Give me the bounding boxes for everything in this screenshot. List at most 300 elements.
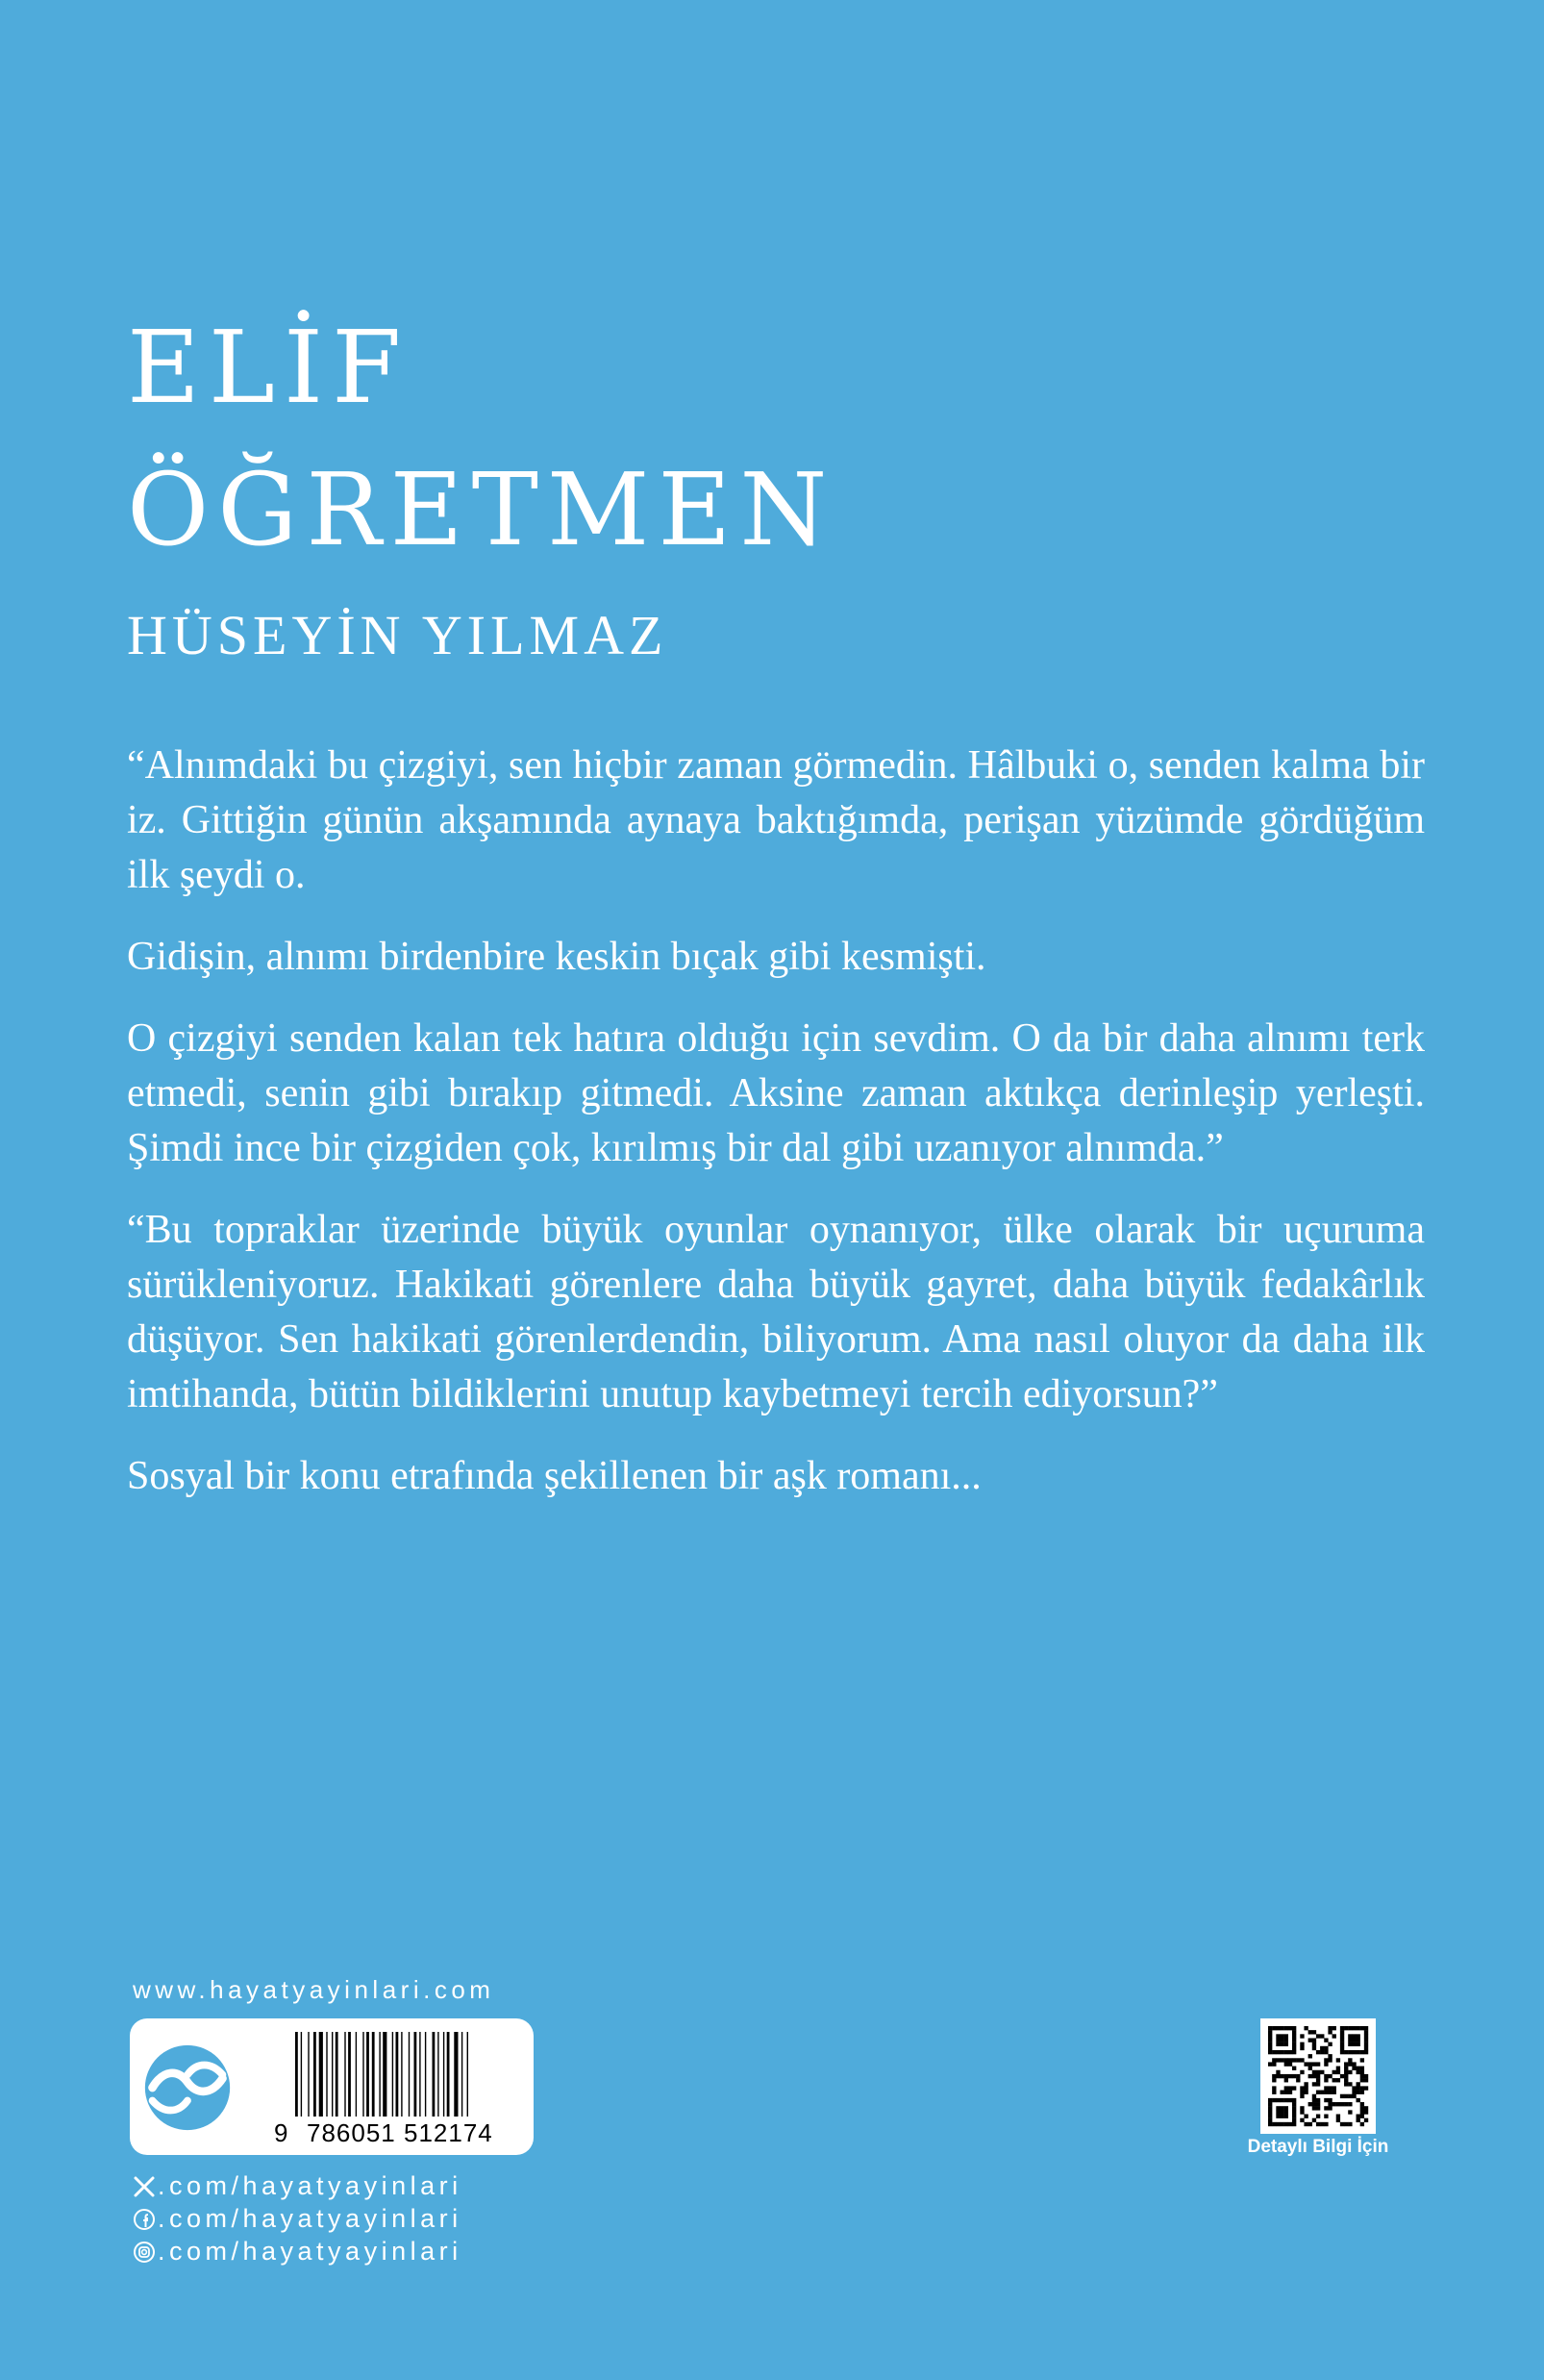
- qr-module: [1292, 2034, 1296, 2038]
- qr-module: [1320, 2046, 1324, 2050]
- qr-module: [1336, 2118, 1340, 2122]
- qr-module: [1268, 2102, 1272, 2106]
- qr-module: [1312, 2062, 1316, 2066]
- qr-module: [1357, 2118, 1360, 2122]
- qr-module: [1304, 2091, 1307, 2094]
- qr-module: [1357, 2026, 1360, 2030]
- qr-module: [1284, 2026, 1288, 2030]
- qr-module: [1336, 2115, 1340, 2118]
- social-link-instagram[interactable]: [133, 2237, 462, 2267]
- qr-module: [1292, 2098, 1296, 2102]
- qr-module: [1268, 2122, 1272, 2126]
- qr-module: [1268, 2118, 1272, 2122]
- qr-module: [1352, 2034, 1356, 2038]
- qr-module: [1288, 2098, 1292, 2102]
- qr-module: [1360, 2070, 1364, 2074]
- qr-module: [1332, 2091, 1336, 2094]
- qr-module: [1320, 2091, 1324, 2094]
- qr-module: [1312, 2074, 1316, 2078]
- barcode-bar: [301, 2032, 302, 2117]
- qr-module: [1352, 2094, 1356, 2098]
- publisher-website[interactable]: www.hayatyayinlari.com: [133, 1975, 495, 2004]
- qr-module: [1340, 2034, 1344, 2038]
- qr-module: [1284, 2098, 1288, 2102]
- qr-module: [1320, 2122, 1324, 2126]
- qr-module: [1288, 2026, 1292, 2030]
- barcode-bar: [454, 2032, 458, 2117]
- qr-module: [1296, 2058, 1300, 2062]
- qr-module: [1300, 2110, 1304, 2114]
- qr-module: [1340, 2038, 1344, 2042]
- barcode-bar: [461, 2032, 462, 2117]
- qr-module: [1320, 2070, 1324, 2074]
- qr-module: [1268, 2026, 1272, 2030]
- qr-module: [1288, 2062, 1292, 2066]
- qr-module: [1284, 2106, 1288, 2110]
- qr-module: [1272, 2050, 1276, 2054]
- qr-module: [1276, 2106, 1280, 2110]
- qr-module: [1352, 2038, 1356, 2042]
- qr-module: [1328, 2054, 1332, 2058]
- qr-module: [1292, 2050, 1296, 2054]
- qr-module: [1280, 2058, 1283, 2062]
- qr-module: [1292, 2086, 1296, 2090]
- qr-module: [1292, 2115, 1296, 2118]
- qr-module: [1364, 2034, 1368, 2038]
- qr-module: [1316, 2122, 1320, 2126]
- qr-module: [1340, 2042, 1344, 2046]
- qr-module: [1324, 2038, 1328, 2042]
- qr-module: [1292, 2122, 1296, 2126]
- qr-module: [1312, 2098, 1316, 2102]
- qr-module: [1320, 2034, 1324, 2038]
- qr-module: [1357, 2067, 1360, 2070]
- qr-module: [1300, 2094, 1304, 2098]
- qr-module: [1328, 2058, 1332, 2062]
- qr-module: [1276, 2070, 1280, 2074]
- qr-module: [1320, 2050, 1324, 2054]
- qr-module: [1348, 2042, 1352, 2046]
- author-name: HÜSEYİN YILMAZ: [127, 604, 668, 666]
- barcode-bar: [414, 2032, 417, 2117]
- qr-module: [1284, 2058, 1288, 2062]
- qr-module: [1324, 2078, 1328, 2082]
- qr-module: [1348, 2070, 1352, 2074]
- qr-module: [1296, 2074, 1300, 2078]
- qr-module: [1284, 2074, 1288, 2078]
- qr-module: [1284, 2091, 1288, 2094]
- qr-module: [1360, 2122, 1364, 2126]
- qr-module: [1357, 2098, 1360, 2102]
- qr-module: [1324, 2106, 1328, 2110]
- qr-module: [1308, 2038, 1312, 2042]
- qr-module: [1316, 2082, 1320, 2086]
- qr-module: [1268, 2042, 1272, 2046]
- qr-module: [1284, 2038, 1288, 2042]
- qr-module: [1268, 2030, 1272, 2034]
- qr-module: [1292, 2042, 1296, 2046]
- qr-module: [1348, 2062, 1352, 2066]
- qr-module: [1357, 2082, 1360, 2086]
- barcode-bar: [379, 2032, 380, 2117]
- barcode-bar: [313, 2032, 316, 2117]
- qr-module: [1328, 2026, 1332, 2030]
- qr-module: [1280, 2042, 1283, 2046]
- qr-module: [1328, 2030, 1332, 2034]
- facebook-icon: [133, 2208, 156, 2231]
- social-link-x[interactable]: [133, 2171, 462, 2201]
- qr-module: [1357, 2086, 1360, 2090]
- qr-module: [1280, 2110, 1283, 2114]
- qr-module: [1268, 2106, 1272, 2110]
- qr-module: [1360, 2086, 1364, 2090]
- social-link-facebook[interactable]: [133, 2204, 462, 2234]
- qr-module: [1348, 2082, 1352, 2086]
- qr-module: [1328, 2086, 1332, 2090]
- qr-module: [1308, 2074, 1312, 2078]
- qr-module: [1276, 2050, 1280, 2054]
- qr-module: [1284, 2115, 1288, 2118]
- qr-module: [1284, 2042, 1288, 2046]
- qr-module: [1276, 2115, 1280, 2118]
- barcode-bar: [336, 2032, 338, 2117]
- qr-module: [1276, 2074, 1280, 2078]
- barcode-bar: [392, 2032, 393, 2117]
- qr-module: [1280, 2106, 1283, 2110]
- qr-module: [1292, 2046, 1296, 2050]
- qr-module: [1364, 2118, 1368, 2122]
- qr-module: [1272, 2122, 1276, 2126]
- qr-module: [1296, 2078, 1300, 2082]
- qr-module: [1300, 2091, 1304, 2094]
- qr-module: [1336, 2078, 1340, 2082]
- qr-module: [1348, 2026, 1352, 2030]
- qr-module: [1292, 2118, 1296, 2122]
- qr-module: [1308, 2122, 1312, 2126]
- social-link-text: .com/hayatyayinlari: [158, 2171, 462, 2200]
- qr-module: [1280, 2026, 1283, 2030]
- qr-module: [1288, 2091, 1292, 2094]
- qr-module: [1304, 2122, 1307, 2126]
- book-title-line-2: ÖĞRETMEN: [127, 451, 836, 568]
- qr-module: [1312, 2046, 1316, 2050]
- barcode-bar: [401, 2032, 402, 2117]
- qr-module: [1280, 2074, 1283, 2078]
- qr-module: [1300, 2118, 1304, 2122]
- qr-module: [1292, 2026, 1296, 2030]
- blurb-paragraph: “Bu topraklar üzerinde büyük oyunlar oynanıyor, ülke olarak bir uçuruma sürükleniyoruz. Hakikati görenlere daha büyük gayret, daha büyük fedakârlık düşüyor. Sen hakikati görenlerdendin, biliyorum. Ama nasıl oluyor da daha ilk imtihanda, bütün bildiklerini unutup kaybetmeyi tercih ediyorsun?”: [127, 1208, 1425, 1416]
- qr-module: [1276, 2034, 1280, 2038]
- qr-module: [1284, 2034, 1288, 2038]
- qr-module: [1272, 2058, 1276, 2062]
- qr-module: [1336, 2058, 1340, 2062]
- qr-module: [1340, 2026, 1344, 2030]
- qr-module: [1316, 2034, 1320, 2038]
- qr-module: [1340, 2094, 1344, 2098]
- qr-module: [1312, 2042, 1316, 2046]
- qr-module: [1348, 2034, 1352, 2038]
- qr-module: [1328, 2106, 1332, 2110]
- qr-module: [1312, 2038, 1316, 2042]
- qr-module: [1280, 2091, 1283, 2094]
- qr-module: [1360, 2050, 1364, 2054]
- barcode-bar: [396, 2032, 399, 2117]
- qr-module: [1272, 2026, 1276, 2030]
- qr-module: [1276, 2026, 1280, 2030]
- qr-module: [1324, 2115, 1328, 2118]
- barcode-bar: [366, 2032, 369, 2117]
- isbn-barcode: [293, 2032, 520, 2117]
- qr-module: [1312, 2082, 1316, 2086]
- qr-module: [1268, 2034, 1272, 2038]
- qr-module: [1268, 2046, 1272, 2050]
- qr-module: [1357, 2070, 1360, 2074]
- qr-module: [1348, 2102, 1352, 2106]
- barcode-bar: [319, 2032, 323, 2117]
- qr-module: [1288, 2086, 1292, 2090]
- qr-module: [1328, 2042, 1332, 2046]
- qr-module: [1360, 2026, 1364, 2030]
- barcode-bar: [344, 2032, 345, 2117]
- qr-module: [1332, 2086, 1336, 2090]
- qr-module: [1292, 2030, 1296, 2034]
- qr-module: [1364, 2078, 1368, 2082]
- qr-module: [1352, 2042, 1356, 2046]
- qr-module: [1340, 2102, 1344, 2106]
- qr-module: [1364, 2026, 1368, 2030]
- qr-module: [1316, 2115, 1320, 2118]
- qr-module: [1272, 2074, 1276, 2078]
- qr-module: [1308, 2067, 1312, 2070]
- qr-module: [1300, 2086, 1304, 2090]
- qr-module: [1300, 2034, 1304, 2038]
- qr-module: [1344, 2062, 1348, 2066]
- qr-module: [1360, 2078, 1364, 2082]
- qr-code-icon: [1260, 2018, 1376, 2134]
- qr-module: [1300, 2046, 1304, 2050]
- qr-module: [1324, 2122, 1328, 2126]
- qr-module: [1316, 2050, 1320, 2054]
- qr-module: [1316, 2091, 1320, 2094]
- barcode-bar: [326, 2032, 327, 2117]
- qr-module: [1324, 2062, 1328, 2066]
- qr-module: [1272, 2078, 1276, 2082]
- qr-module: [1268, 2062, 1272, 2066]
- qr-module: [1360, 2110, 1364, 2114]
- qr-module: [1332, 2026, 1336, 2030]
- qr-module: [1276, 2042, 1280, 2046]
- barcode-bar: [419, 2032, 420, 2117]
- qr-module: [1357, 2038, 1360, 2042]
- qr-module: [1324, 2098, 1328, 2102]
- qr-module: [1344, 2094, 1348, 2098]
- qr-module: [1308, 2062, 1312, 2066]
- social-link-text: .com/hayatyayinlari: [158, 2237, 462, 2266]
- qr-caption: Detaylı Bilgi İçin: [1247, 2137, 1389, 2157]
- book-title-line-1: ELİF: [127, 309, 411, 426]
- barcode-bar: [447, 2032, 450, 2117]
- qr-module: [1284, 2078, 1288, 2082]
- qr-module: [1352, 2026, 1356, 2030]
- qr-module: [1364, 2106, 1368, 2110]
- qr-module: [1344, 2050, 1348, 2054]
- qr-module: [1336, 2102, 1340, 2106]
- qr-module: [1276, 2038, 1280, 2042]
- qr-module: [1340, 2074, 1344, 2078]
- qr-module: [1364, 2030, 1368, 2034]
- barcode-bar: [433, 2032, 436, 2117]
- isbn-label: [130, 2018, 534, 2155]
- qr-module: [1268, 2098, 1272, 2102]
- qr-module: [1344, 2082, 1348, 2086]
- qr-module: [1316, 2070, 1320, 2074]
- qr-module: [1324, 2074, 1328, 2078]
- qr-module: [1300, 2042, 1304, 2046]
- qr-module: [1344, 2122, 1348, 2126]
- qr-module: [1344, 2102, 1348, 2106]
- qr-module: [1280, 2115, 1283, 2118]
- qr-module: [1332, 2034, 1336, 2038]
- qr-module: [1288, 2058, 1292, 2062]
- barcode-bar: [443, 2032, 444, 2117]
- qr-module: [1364, 2110, 1368, 2114]
- qr-module: [1316, 2098, 1320, 2102]
- qr-code[interactable]: [1260, 2018, 1376, 2134]
- barcode-bar: [362, 2032, 363, 2117]
- qr-module: [1360, 2102, 1364, 2106]
- qr-module: [1364, 2050, 1368, 2054]
- qr-module: [1357, 2042, 1360, 2046]
- qr-module: [1284, 2062, 1288, 2066]
- qr-module: [1328, 2091, 1332, 2094]
- qr-module: [1292, 2106, 1296, 2110]
- barcode-bar: [295, 2032, 298, 2117]
- barcode-bar: [308, 2032, 309, 2117]
- blurb-paragraph: Sosyal bir konu etrafında şekillenen bir aşk romanı...: [127, 1454, 982, 1498]
- qr-module: [1312, 2118, 1316, 2122]
- qr-module: [1324, 2091, 1328, 2094]
- instagram-icon: [133, 2241, 156, 2264]
- qr-module: [1276, 2122, 1280, 2126]
- qr-module: [1292, 2058, 1296, 2062]
- qr-module: [1344, 2078, 1348, 2082]
- qr-module: [1364, 2046, 1368, 2050]
- qr-module: [1344, 2074, 1348, 2078]
- qr-module: [1332, 2070, 1336, 2074]
- qr-module: [1280, 2050, 1283, 2054]
- qr-module: [1272, 2062, 1276, 2066]
- qr-module: [1300, 2058, 1304, 2062]
- qr-module: [1348, 2122, 1352, 2126]
- qr-module: [1292, 2102, 1296, 2106]
- qr-module: [1360, 2074, 1364, 2078]
- qr-module: [1280, 2038, 1283, 2042]
- qr-module: [1288, 2074, 1292, 2078]
- qr-module: [1360, 2067, 1364, 2070]
- qr-module: [1284, 2086, 1288, 2090]
- qr-module: [1316, 2102, 1320, 2106]
- qr-module: [1344, 2026, 1348, 2030]
- qr-module: [1360, 2091, 1364, 2094]
- qr-module: [1357, 2050, 1360, 2054]
- qr-module: [1284, 2050, 1288, 2054]
- qr-module: [1312, 2102, 1316, 2106]
- qr-module: [1304, 2026, 1307, 2030]
- qr-module: [1352, 2062, 1356, 2066]
- qr-module: [1316, 2106, 1320, 2110]
- qr-module: [1308, 2054, 1312, 2058]
- qr-module: [1292, 2074, 1296, 2078]
- qr-module: [1324, 2046, 1328, 2050]
- qr-module: [1312, 2106, 1316, 2110]
- blurb-paragraph: “Alnımdaki bu çizgiyi, sen hiçbir zaman görmedin. Hâlbuki o, senden kalma bir iz. Gittiğin günün akşamında aynaya baktığımda, perişan yüzümde gördüğüm ilk şeydi o.: [127, 743, 1425, 897]
- qr-module: [1340, 2046, 1344, 2050]
- qr-module: [1292, 2067, 1296, 2070]
- qr-module: [1316, 2062, 1320, 2066]
- barcode-bar: [409, 2032, 410, 2117]
- qr-module: [1344, 2067, 1348, 2070]
- qr-module: [1304, 2082, 1307, 2086]
- qr-module: [1268, 2038, 1272, 2042]
- qr-module: [1348, 2110, 1352, 2114]
- qr-module: [1316, 2074, 1320, 2078]
- qr-module: [1352, 2091, 1356, 2094]
- isbn-number: 786051 512174: [307, 2118, 493, 2147]
- qr-module: [1312, 2094, 1316, 2098]
- qr-module: [1284, 2122, 1288, 2126]
- publisher-wave-logo-icon: [141, 2042, 234, 2134]
- social-link-text: .com/hayatyayinlari: [158, 2204, 462, 2233]
- qr-module: [1272, 2098, 1276, 2102]
- qr-module: [1336, 2067, 1340, 2070]
- qr-module: [1292, 2038, 1296, 2042]
- qr-module: [1328, 2098, 1332, 2102]
- qr-module: [1292, 2110, 1296, 2114]
- qr-module: [1328, 2102, 1332, 2106]
- barcode-bar: [383, 2032, 386, 2117]
- blurb-paragraph: O çizgiyi senden kalan tek hatıra olduğu için sevdim. O da bir daha alnımı terk etmedi, senin gibi bırakıp gitmedi. Aksine zaman aktıkça derinleşip yerleşti. Şimdi ince bir çizgiden çok, kırılmış bir dal gibi uzanıyor alnımda.”: [127, 1016, 1425, 1170]
- qr-module: [1268, 2110, 1272, 2114]
- qr-module: [1357, 2091, 1360, 2094]
- qr-module: [1272, 2091, 1276, 2094]
- qr-module: [1340, 2050, 1344, 2054]
- qr-module: [1336, 2070, 1340, 2074]
- qr-module: [1316, 2078, 1320, 2082]
- qr-module: [1272, 2086, 1276, 2090]
- isbn-first-digit: 9: [274, 2118, 288, 2147]
- qr-module: [1357, 2034, 1360, 2038]
- qr-module: [1308, 2102, 1312, 2106]
- qr-module: [1357, 2115, 1360, 2118]
- qr-module: [1280, 2098, 1283, 2102]
- qr-module: [1300, 2106, 1304, 2110]
- qr-module: [1340, 2030, 1344, 2034]
- qr-module: [1304, 2086, 1307, 2090]
- qr-module: [1288, 2122, 1292, 2126]
- qr-module: [1360, 2115, 1364, 2118]
- qr-module: [1364, 2042, 1368, 2046]
- qr-module: [1332, 2078, 1336, 2082]
- barcode-bar: [437, 2032, 438, 2117]
- qr-module: [1280, 2034, 1283, 2038]
- x-icon: [133, 2175, 156, 2198]
- qr-module: [1312, 2030, 1316, 2034]
- qr-module: [1348, 2050, 1352, 2054]
- qr-module: [1352, 2067, 1356, 2070]
- qr-module: [1304, 2062, 1307, 2066]
- blurb-text: [127, 739, 1425, 1531]
- qr-module: [1364, 2074, 1368, 2078]
